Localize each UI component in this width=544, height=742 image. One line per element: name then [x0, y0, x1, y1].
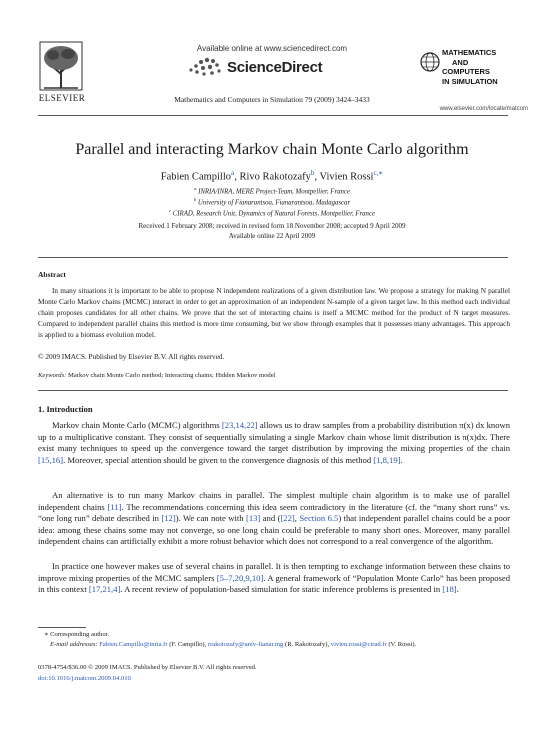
text-run: and (: [260, 513, 281, 524]
text-run: Markov chain Monte Carlo (MCMC) algorithms: [52, 420, 222, 430]
sciencedirect-logo: [185, 56, 365, 78]
affiliation: [0, 186, 544, 195]
sciencedirect-wordmark: ScienceDirect: [227, 59, 323, 76]
text-run: (V. Rossi).: [386, 641, 417, 648]
journal-logo-text: [442, 48, 498, 86]
text-run: . The recommendations concerning this idea seem contradictory in the literature (cf. the “many short runs” vs. “one long run” debate described in: [38, 501, 510, 524]
author-name: Vivien Rossi: [319, 171, 374, 183]
email-link[interactable]: Fabien.Campillo@inria.fr: [99, 641, 168, 648]
citation-link[interactable]: [23,14,22]: [221, 420, 258, 430]
text-run: ). We can note with: [175, 513, 246, 524]
text-run: . A recent review of population-based simulation for static inference problems is presented in: [120, 584, 443, 595]
journal-logo-line: IN SIMULATION: [442, 76, 498, 86]
citation-link[interactable]: [11]: [107, 501, 122, 512]
footnote-divider: [38, 627, 86, 628]
section-link[interactable]: Section 6.5: [299, 513, 339, 524]
text-run: ) that independent parallel chains could be a poor idea: among these chains some may not converge, so one long chain could be preferable to many short ones. Moreover, many parallel independent chains can artificially exhibit a more robust behavior which does not correspond to a real convergence of the algorithm.: [38, 513, 510, 547]
citation-link[interactable]: [18]: [442, 584, 457, 595]
affiliation: [0, 208, 544, 217]
doi-link[interactable]: doi:10.1016/j.matcom.2009.04.010: [38, 675, 131, 682]
elsevier-wordmark: ELSEVIER: [38, 93, 86, 103]
intro-paragraph-2: [38, 490, 510, 548]
affiliation-marker: b: [193, 197, 197, 202]
abstract-heading: Abstract: [38, 270, 66, 279]
email-link[interactable]: vivien.rossi@cirad.fr: [330, 641, 387, 648]
citation-link[interactable]: [22]: [280, 513, 295, 524]
journal-url[interactable]: www.elsevier.com/locate/matcom: [439, 106, 528, 112]
available-online-text: Available online at www.sciencedirect.com: [196, 44, 348, 53]
available-online-date: Available online 22 April 2009: [228, 232, 316, 240]
citation-link[interactable]: [15,16]: [38, 454, 64, 465]
text-run: allows us to draw samples from a probability distribution π(x) dx known up to a multiplicative constant. They consist of sequentially simulating a single Markov chain whose limit distribution is π(x)dx. There exist many techniques to speed up the convergence toward the target distribution by improving the mixing properties of the chain: [38, 420, 511, 454]
text-run: (F. Campillo),: [167, 641, 208, 648]
text-run: (R. Rakotozafy),: [283, 641, 331, 648]
citation-link[interactable]: [17,21,4]: [88, 584, 121, 595]
globe-icon: [420, 46, 440, 80]
keywords-label: Keywords:: [38, 372, 67, 379]
text-run: .: [456, 584, 459, 595]
article-title: Parallel and interacting Markov chain Monte Carlo algorithm: [75, 141, 469, 158]
email-addresses: [50, 641, 510, 648]
abstract-divider-top: [38, 257, 508, 258]
sciencedirect-dots-icon: [185, 56, 225, 78]
author-affiliation-marker[interactable]: a: [231, 169, 235, 177]
intro-paragraph-3: [38, 561, 510, 596]
section-heading: 1. Introduction: [38, 404, 93, 414]
citation-link[interactable]: [12]: [161, 513, 176, 524]
journal-logo-line: COMPUTERS: [442, 67, 490, 76]
email-label: E-mail addresses:: [50, 641, 98, 648]
journal-citation: Mathematics and Computers in Simulation 79 (2009) 3424–3433: [174, 95, 370, 104]
issn-line: 0378-4754/$36.00 © 2009 IMACS. Published by Elsevier B.V. All rights reserved.: [38, 664, 257, 671]
received-dates: Received 1 February 2008; received in revised form 18 November 2008; accepted 9 April 2009: [138, 222, 406, 230]
intro-paragraph-1: [38, 420, 510, 466]
keywords: [38, 372, 275, 379]
citation-link[interactable]: [1,8,19]: [373, 454, 401, 465]
text-run: .: [400, 454, 403, 465]
journal-logo-line: AND: [452, 57, 469, 67]
author-affiliation-marker[interactable]: c,∗: [373, 169, 384, 177]
affiliation: [0, 197, 544, 206]
text-run: . Moreover, special attention should be given to the convergence diagnosis of this method: [63, 454, 374, 465]
email-link[interactable]: rrakotozafy@univ-fianar.mg: [207, 641, 284, 648]
author-name: Rivo Rakotozafy: [239, 171, 311, 183]
author-affiliation-marker[interactable]: b: [310, 169, 315, 177]
author-list: Fabien Campillo$^a$, Rivo Rakotozafy$^b$, Vivien Rossi$^{c,∗}$: [160, 169, 384, 183]
author-name: Fabien Campillo: [160, 171, 232, 183]
citation-link[interactable]: [5–7,20,9,10]: [216, 572, 264, 583]
text-run: . A general framework of “Population Monte Carlo” has been proposed in this context: [38, 572, 510, 595]
corresponding-author-note: ∗ Corresponding author.: [44, 631, 110, 638]
text-run: ,: [294, 513, 300, 524]
text-run: In practice one however makes use of several chains in parallel. It is then tempting to exchange information between these chains to improve mixing properties of the MCMC samplers: [38, 561, 510, 583]
abstract-body: In many situations it is important to be able to propose N independent realizations of a given distribution law. We propose a strategy for making N parallel Monte Carlo Markov chains (MCMC) interact in order to get an approximation of an independent N-sample of a given target law. In this method each individual chain proposes candidates for all other chains. We prove that the set of interacting chains is itself a MCMC method for the product of N target measures. Compared to independent parallel chains this method is more time consuming, but we show through examples that it possesses many advantages. This approach is applied to a biomass evolution model.: [38, 286, 510, 340]
journal-logo-line: MATHEMATICS: [442, 48, 497, 57]
abstract-divider-bottom: [38, 390, 508, 391]
affiliation-text: University of Fianarantsoa, Fianarantsoa, Madagascar: [197, 199, 351, 207]
affiliation-marker: c: [169, 208, 172, 213]
journal-logo: [420, 46, 520, 102]
affiliation-marker: a: [194, 186, 197, 191]
text-run: An alternative is to run many Markov chains in parallel. The simplest multiple chain algorithm is to make use of parallel independent chains: [38, 490, 510, 512]
keywords-text: Markov chain Monte Carlo method; Interacting chains; Hidden Markov model: [67, 372, 276, 379]
affiliation-text: CIRAD, Research Unit, Dynamics of Natural Forests, Montpellier, France: [172, 210, 375, 218]
affiliation-text: INRIA/INRA, MERE Project-Team, Montpellier, France: [198, 188, 350, 196]
citation-link[interactable]: [13]: [245, 513, 261, 524]
header-divider: [38, 115, 508, 116]
elsevier-tree-icon: [38, 40, 84, 92]
abstract-copyright: © 2009 IMACS. Published by Elsevier B.V. All rights reserved.: [38, 352, 225, 361]
